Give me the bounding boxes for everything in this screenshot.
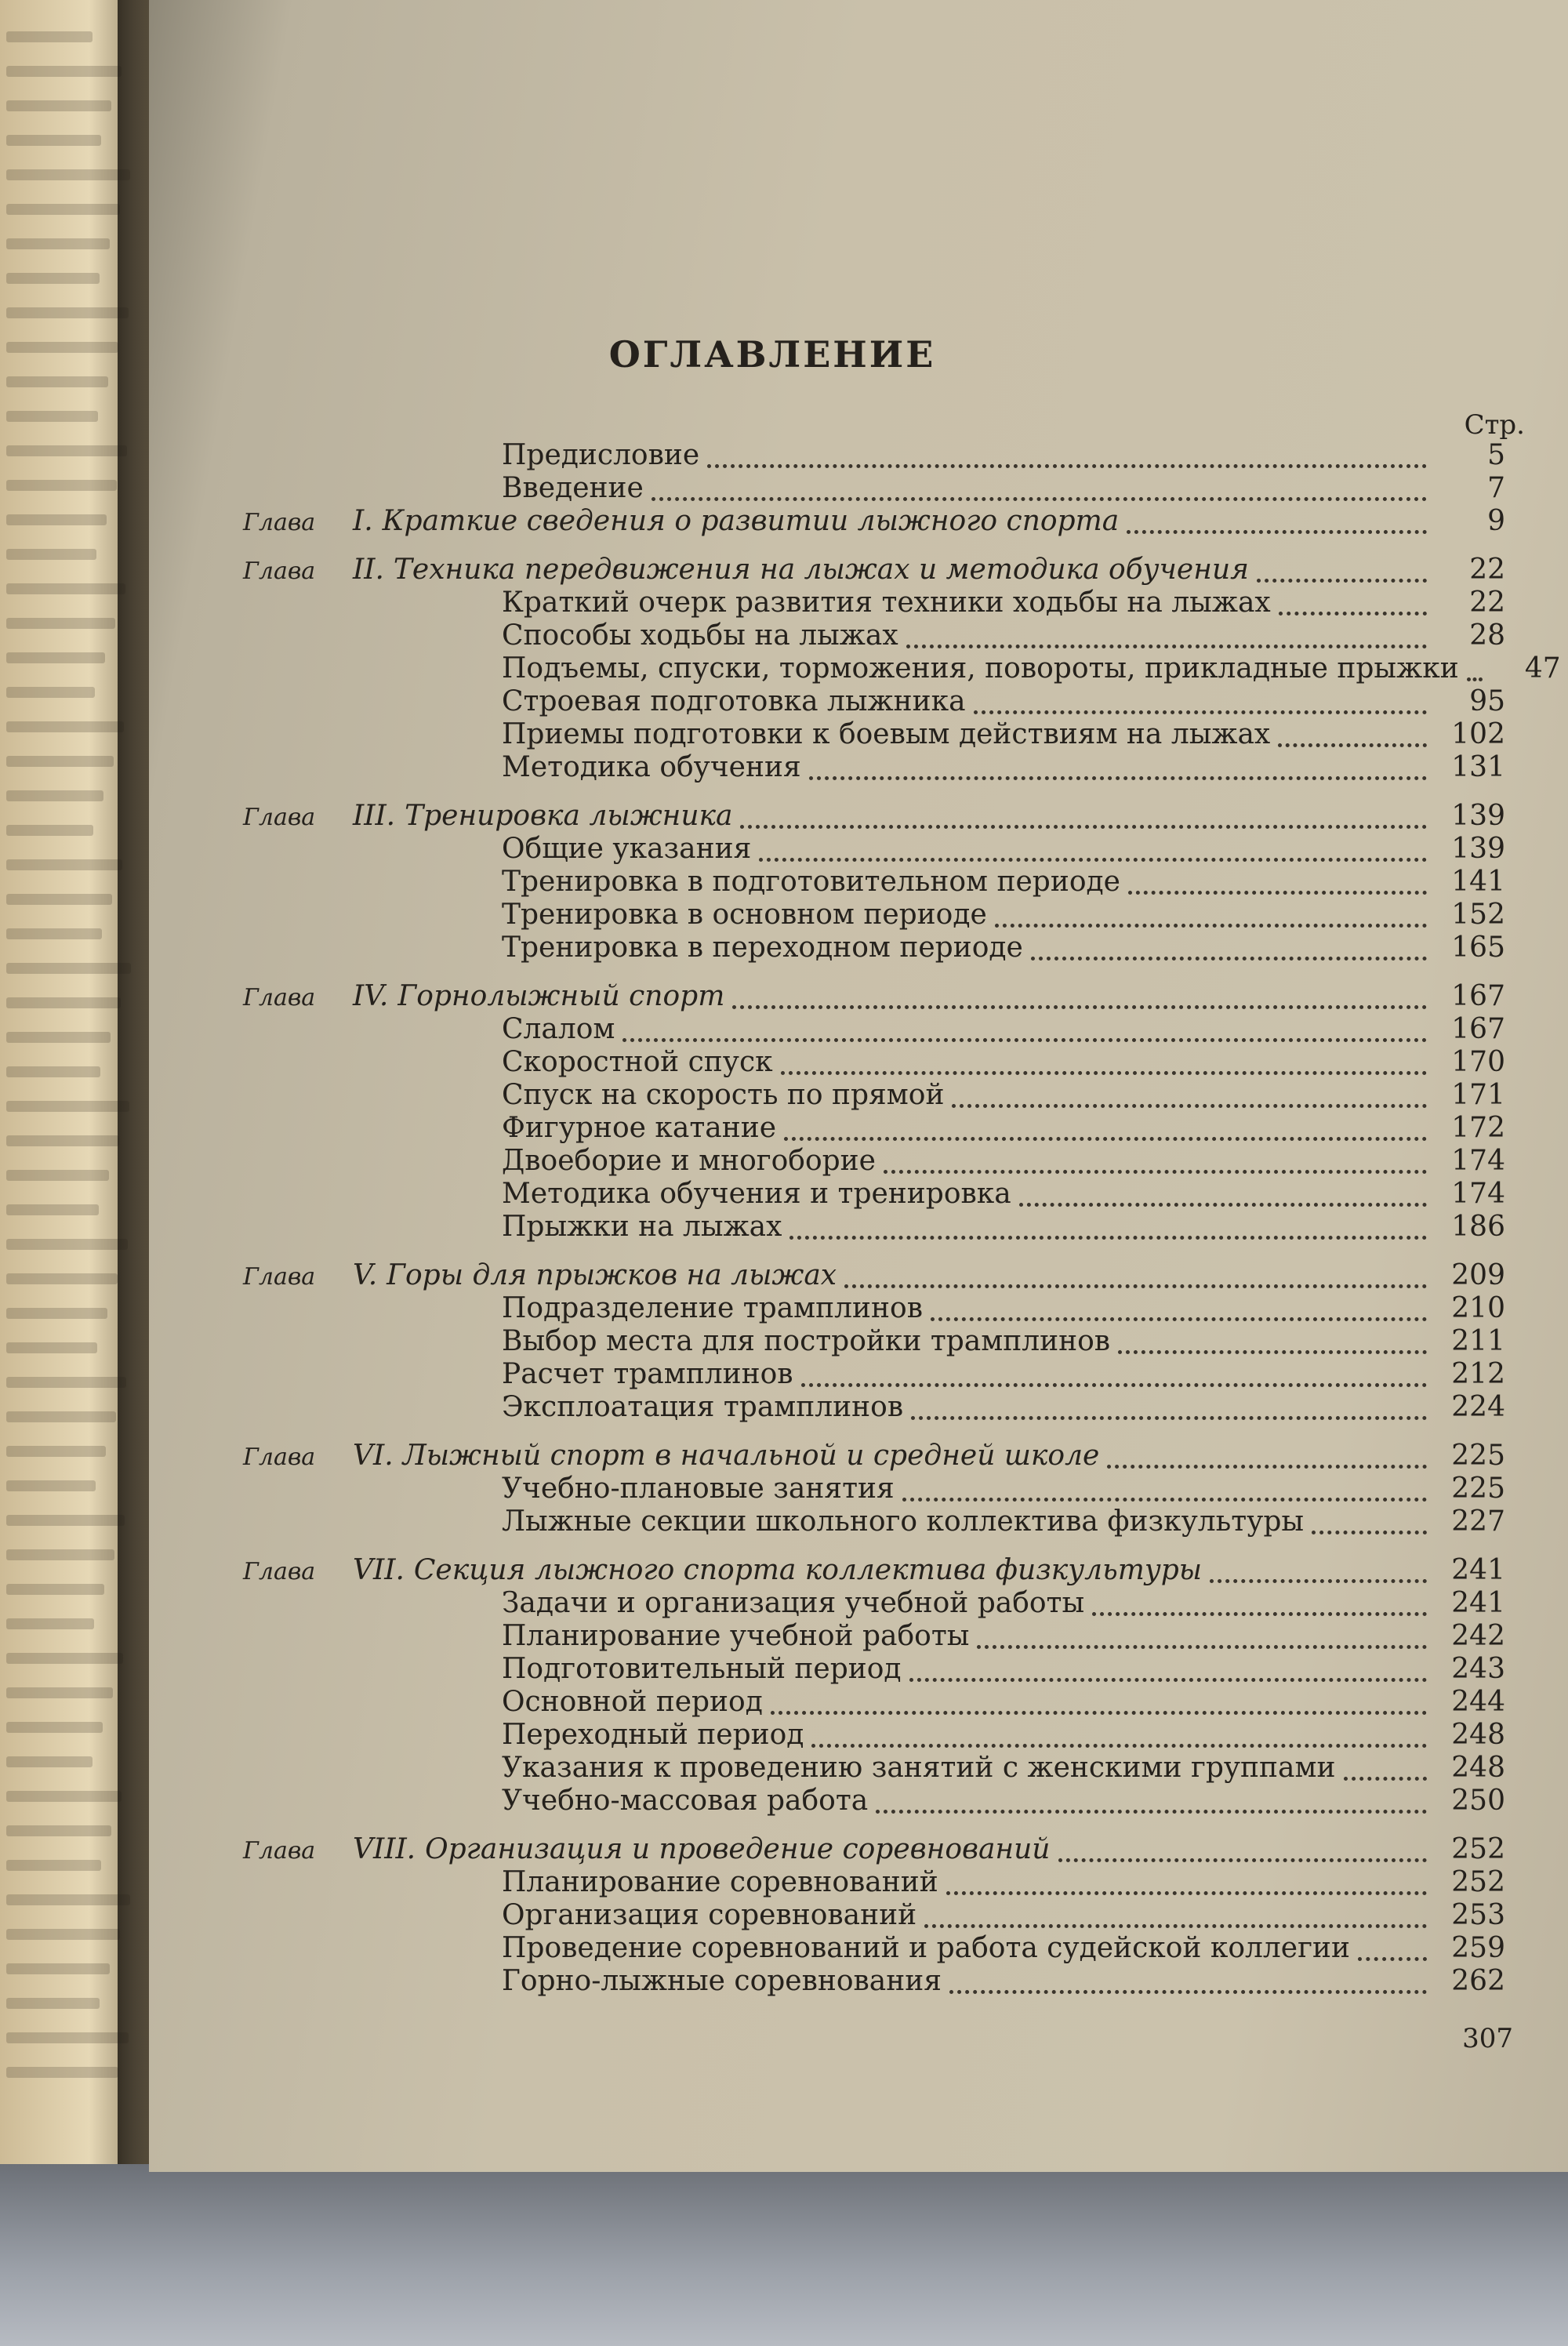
toc-page-number: 172 xyxy=(1451,1112,1505,1144)
page-title: ОГЛАВЛЕНИЕ xyxy=(608,333,936,376)
facing-page-text-line xyxy=(6,135,101,146)
toc-page-number: 224 xyxy=(1451,1391,1505,1423)
toc-entry-row xyxy=(243,1473,1505,1505)
dot-leader xyxy=(1210,1571,1427,1583)
toc-entry-title: Строевая подготовка лыжника xyxy=(502,685,966,717)
toc-page-number: 170 xyxy=(1451,1046,1505,1078)
toc-page-number: 210 xyxy=(1451,1292,1505,1324)
chapter-number: VIII. xyxy=(353,1833,416,1865)
facing-page-text-line xyxy=(6,204,120,215)
toc-entry-title: Предисловие xyxy=(502,439,700,471)
dot-leader xyxy=(784,1129,1427,1141)
dot-leader xyxy=(924,1916,1427,1928)
dot-leader xyxy=(1358,1949,1427,1961)
toc-page-number: 211 xyxy=(1451,1325,1505,1357)
chapter-number: III. xyxy=(353,800,396,832)
dot-leader xyxy=(1344,1769,1428,1781)
chapter-number: II. xyxy=(353,554,384,586)
toc-entry-title: Планирование соревнований xyxy=(502,1866,938,1898)
toc-entry-row xyxy=(243,685,1505,718)
toc-entry-row xyxy=(243,1932,1505,1965)
facing-page-text-line xyxy=(6,1170,109,1181)
toc-entry-title: Эксплоатация трамплинов xyxy=(502,1391,904,1423)
toc-entry-title: Подъемы, спуски, торможения, повороты, прикладные прыжки xyxy=(502,652,1459,685)
facing-page-text-line xyxy=(6,411,98,422)
toc-entry-title: Учебно-плановые занятия xyxy=(502,1473,895,1505)
dot-leader xyxy=(1118,1342,1427,1354)
toc-entry-title: Горы для прыжков на лыжах xyxy=(387,1259,837,1291)
toc-page-number: 209 xyxy=(1451,1259,1505,1291)
facing-page-text-line xyxy=(6,1549,114,1560)
dot-leader xyxy=(789,1228,1427,1240)
facing-page-text-line xyxy=(6,721,124,732)
toc-entry-title: Тренировка лыжника xyxy=(405,800,733,832)
facing-page-text-line xyxy=(6,1756,93,1767)
toc-entry-title: Горнолыжный спорт xyxy=(397,980,725,1012)
toc-entry-row xyxy=(243,472,1505,505)
toc-entry-row xyxy=(243,619,1505,652)
toc-page-number: 171 xyxy=(1451,1079,1505,1111)
facing-page-text-line xyxy=(6,1894,130,1905)
toc-page-number: 7 xyxy=(1487,472,1505,504)
facing-page-text-line xyxy=(6,2032,129,2043)
facing-page-text-line xyxy=(6,1722,103,1733)
toc-entry-row xyxy=(243,652,1561,685)
toc-page-number: 250 xyxy=(1451,1785,1505,1817)
toc-page-number: 212 xyxy=(1451,1358,1505,1390)
facing-page-text-line xyxy=(6,514,107,525)
toc-chapter-row xyxy=(243,1440,1505,1473)
toc-chapter-row xyxy=(243,1833,1505,1866)
toc-page-number: 227 xyxy=(1451,1505,1505,1538)
toc-entry-title: Слалом xyxy=(502,1013,615,1045)
facing-page-text-line xyxy=(6,1032,111,1043)
toc-entry-row xyxy=(243,1620,1505,1653)
dot-leader xyxy=(946,1883,1427,1895)
toc-entry-title: Техника передвижения на лыжах и методика обучения xyxy=(393,554,1249,586)
toc-entry-title: Скоростной спуск xyxy=(502,1046,773,1078)
dot-leader xyxy=(740,817,1427,829)
toc-entry-row xyxy=(243,1587,1505,1620)
facing-page-text-line xyxy=(6,238,110,249)
toc-entry-title: Краткие сведения о развитии лыжного спорта xyxy=(382,505,1120,537)
facing-page-text-line xyxy=(6,1584,104,1595)
facing-page-text-line xyxy=(6,1135,119,1146)
toc-page-number: 28 xyxy=(1469,619,1505,652)
facing-page-text-line xyxy=(6,100,111,111)
toc-entry-row xyxy=(243,1505,1505,1538)
chapter-number: I. xyxy=(353,505,373,537)
chapter-label: Глава xyxy=(243,1444,316,1471)
table-of-contents xyxy=(243,439,1561,1998)
toc-page-number: 174 xyxy=(1451,1145,1505,1177)
dot-leader xyxy=(911,1408,1427,1420)
toc-entry-row xyxy=(243,1653,1505,1686)
toc-entry-title: Подразделение трамплинов xyxy=(502,1292,923,1324)
toc-entry-title: Приемы подготовки к боевым действиям на лыжах xyxy=(502,718,1271,750)
toc-entry-row xyxy=(243,1079,1505,1112)
dot-leader xyxy=(909,1670,1427,1682)
dot-leader xyxy=(1257,571,1427,583)
dot-leader xyxy=(1019,1195,1427,1207)
toc-entry-row xyxy=(243,1013,1505,1046)
toc-page-number: 241 xyxy=(1451,1587,1505,1619)
facing-page-text-line xyxy=(6,273,100,284)
toc-entry-row xyxy=(243,1965,1505,1998)
toc-entry-title: Секция лыжного спорта коллектива физкультуры xyxy=(413,1554,1203,1586)
toc-entry-title: Лыжный спорт в начальной и средней школе xyxy=(402,1440,1100,1472)
toc-entry-title: Тренировка в основном периоде xyxy=(502,899,987,931)
facing-page-text-line xyxy=(6,1446,106,1457)
page-column-label: Стр. xyxy=(1464,409,1525,441)
toc-page-number: 186 xyxy=(1451,1211,1505,1243)
chapter-label: Глава xyxy=(243,1558,316,1585)
facing-page-text-line xyxy=(6,928,102,939)
dot-leader xyxy=(781,1063,1427,1075)
facing-page-text-line xyxy=(6,825,93,836)
toc-entry-row xyxy=(243,751,1505,784)
toc-entry-row xyxy=(243,1785,1505,1818)
toc-entry-title: Выбор места для постройки трамплинов xyxy=(502,1325,1111,1357)
facing-page-text-line xyxy=(6,618,115,629)
facing-page-text-line xyxy=(6,307,129,318)
toc-entry-title: Способы ходьбы на лыжах xyxy=(502,619,898,652)
toc-page-number: 22 xyxy=(1469,554,1505,586)
dot-leader xyxy=(1107,1457,1427,1469)
toc-chapter-row xyxy=(243,980,1505,1013)
chapter-number: VI. xyxy=(353,1440,394,1472)
toc-page-number: 167 xyxy=(1451,980,1505,1012)
toc-entry-row xyxy=(243,1112,1505,1145)
toc-page-number: 95 xyxy=(1469,685,1505,717)
toc-page-number: 5 xyxy=(1487,439,1505,471)
toc-page-number: 252 xyxy=(1451,1833,1505,1865)
dot-leader xyxy=(844,1276,1427,1288)
toc-page-number: 167 xyxy=(1451,1013,1505,1045)
dot-leader xyxy=(876,1802,1427,1814)
toc-entry-title: Фигурное катание xyxy=(502,1112,777,1144)
toc-entry-title: Проведение соревнований и работа судейской коллегии xyxy=(502,1932,1350,1964)
toc-entry-row xyxy=(243,1752,1505,1785)
toc-page-number: 152 xyxy=(1451,899,1505,931)
toc-entry-title: Двоеборие и многоборие xyxy=(502,1145,876,1177)
toc-page-number: 141 xyxy=(1451,866,1505,898)
toc-entry-row xyxy=(243,718,1505,751)
toc-entry-title: Тренировка в переходном периоде xyxy=(502,932,1023,964)
toc-page-number: 225 xyxy=(1451,1473,1505,1505)
toc-page-number: 139 xyxy=(1451,833,1505,865)
facing-page-text-line xyxy=(6,1791,122,1802)
toc-entry-title: Лыжные секции школьного коллектива физкультуры xyxy=(502,1505,1305,1538)
toc-chapter-row xyxy=(243,1259,1505,1292)
toc-page-number: 243 xyxy=(1451,1653,1505,1685)
toc-chapter-row xyxy=(243,800,1505,833)
facing-page-text-line xyxy=(6,1929,120,1940)
facing-page-text-line xyxy=(6,894,112,905)
toc-entry-row xyxy=(243,1145,1505,1178)
toc-entry-title: Учебно-массовая работа xyxy=(502,1785,869,1817)
facing-page-text-line xyxy=(6,1204,99,1215)
toc-entry-title: Методика обучения и тренировка xyxy=(502,1178,1011,1210)
dot-leader xyxy=(811,1736,1427,1748)
toc-entry-title: Введение xyxy=(502,472,644,504)
toc-page-number: 139 xyxy=(1451,800,1505,832)
dot-leader xyxy=(809,768,1427,780)
chapter-label: Глава xyxy=(243,984,316,1011)
chapter-label: Глава xyxy=(243,557,316,585)
dot-leader xyxy=(1092,1604,1427,1616)
toc-entry-row xyxy=(243,1358,1505,1391)
dot-leader xyxy=(1127,522,1427,534)
toc-entry-row xyxy=(243,1046,1505,1079)
dot-leader xyxy=(801,1375,1427,1387)
chapter-label: Глава xyxy=(243,804,316,831)
toc-chapter-row xyxy=(243,505,1505,538)
toc-entry-title: Горно-лыжные соревнования xyxy=(502,1965,942,1997)
toc-page-number: 259 xyxy=(1451,1932,1505,1964)
facing-page-text-line xyxy=(6,66,122,77)
toc-entry-row xyxy=(243,1211,1505,1244)
dot-leader xyxy=(1312,1523,1427,1534)
toc-page-number: 22 xyxy=(1469,586,1505,619)
facing-page-text-line xyxy=(6,549,96,560)
facing-page-text-line xyxy=(6,1342,97,1353)
facing-page-text-line xyxy=(6,1273,118,1284)
toc-entry-title: Указания к проведению занятий с женскими группами xyxy=(502,1752,1336,1784)
toc-page-number: 262 xyxy=(1451,1965,1505,1997)
toc-entry-title: Задачи и организация учебной работы xyxy=(502,1587,1085,1619)
toc-page-number: 248 xyxy=(1451,1719,1505,1751)
facing-page-text-line xyxy=(6,1825,111,1836)
toc-entry-title: Общие указания xyxy=(502,833,752,865)
toc-page-number: 248 xyxy=(1451,1752,1505,1784)
toc-entry-title: Основной период xyxy=(502,1686,763,1718)
facing-page-text-line xyxy=(6,1066,100,1077)
chapter-number: V. xyxy=(353,1259,378,1291)
toc-entry-row xyxy=(243,586,1505,619)
facing-page-text-line xyxy=(6,1687,113,1698)
facing-page-text-line xyxy=(6,169,130,180)
toc-page-number: 131 xyxy=(1451,751,1505,783)
facing-page-text-line xyxy=(6,1998,100,2009)
dot-leader xyxy=(977,1637,1427,1649)
toc-entry-title: Планирование учебной работы xyxy=(502,1620,970,1652)
facing-page-text-line xyxy=(6,1101,129,1112)
toc-chapter-row xyxy=(243,554,1505,586)
facing-page-text-line xyxy=(6,1411,116,1422)
facing-page-text-line xyxy=(6,963,131,974)
facing-page-text-line xyxy=(6,1860,101,1871)
facing-page-text-line xyxy=(6,859,122,870)
dot-leader xyxy=(974,703,1427,714)
facing-page-text-line xyxy=(6,1618,94,1629)
chapter-label: Глава xyxy=(243,1837,316,1865)
toc-entry-row xyxy=(243,1866,1505,1899)
dot-leader xyxy=(1279,604,1427,616)
dot-leader xyxy=(1278,735,1427,747)
toc-page-number: 244 xyxy=(1451,1686,1505,1718)
facing-page-text-line xyxy=(6,687,95,698)
toc-entry-title: Прыжки на лыжах xyxy=(502,1211,782,1243)
toc-page-number: 165 xyxy=(1451,932,1505,964)
facing-page-text-line xyxy=(6,1653,123,1664)
toc-entry-title: Переходный период xyxy=(502,1719,804,1751)
chapter-label: Глава xyxy=(243,509,316,536)
toc-chapter-row xyxy=(243,1554,1505,1587)
facing-page-text-line xyxy=(6,31,93,42)
toc-entry-row xyxy=(243,833,1505,866)
toc-entry-title: Методика обучения xyxy=(502,751,801,783)
toc-page-number: 225 xyxy=(1451,1440,1505,1472)
facing-page-text-line xyxy=(6,1239,128,1250)
facing-page-text-line xyxy=(6,376,108,387)
chapter-label: Глава xyxy=(243,1263,316,1291)
toc-entry-row xyxy=(243,1686,1505,1719)
facing-page-text-line xyxy=(6,1963,110,1974)
dot-leader xyxy=(906,637,1427,648)
dot-leader xyxy=(1467,670,1483,681)
toc-entry-row xyxy=(243,1292,1505,1325)
toc-entry-title: Тренировка в подготовительном периоде xyxy=(502,866,1120,898)
dot-leader xyxy=(949,1982,1427,1994)
page-number: 307 xyxy=(1462,2023,1513,2054)
toc-page-number: 252 xyxy=(1451,1866,1505,1898)
background-surface xyxy=(0,2164,1568,2346)
toc-page-number: 253 xyxy=(1451,1899,1505,1931)
dot-leader xyxy=(1031,949,1427,961)
dot-leader xyxy=(931,1309,1427,1321)
facing-page-text-line xyxy=(6,2067,118,2078)
toc-entry-title: Подготовительный период xyxy=(502,1653,902,1685)
dot-leader xyxy=(1128,883,1427,895)
facing-page-text-line xyxy=(6,445,127,456)
facing-page-text-line xyxy=(6,1515,125,1526)
facing-page-text-line xyxy=(6,756,114,767)
toc-page-number: 242 xyxy=(1451,1620,1505,1652)
facing-page-text-line xyxy=(6,997,121,1008)
toc-entry-title: Организация и проведение соревнований xyxy=(425,1833,1051,1865)
toc-entry-row xyxy=(243,932,1505,964)
toc-entry-row xyxy=(243,1719,1505,1752)
facing-page-text-line xyxy=(6,1480,96,1491)
toc-entry-title: Расчет трамплинов xyxy=(502,1358,793,1390)
chapter-number: VII. xyxy=(353,1554,405,1586)
toc-page-number: 9 xyxy=(1487,505,1505,537)
facing-page-text-line xyxy=(6,480,117,491)
toc-page-number: 241 xyxy=(1451,1554,1505,1586)
toc-entry-row xyxy=(243,866,1505,899)
toc-page-number: 174 xyxy=(1451,1178,1505,1210)
toc-entry-title: Спуск на скорость по прямой xyxy=(502,1079,945,1111)
dot-leader xyxy=(622,1030,1427,1042)
dot-leader xyxy=(952,1096,1427,1108)
dot-leader xyxy=(652,489,1427,501)
toc-entry-row xyxy=(243,899,1505,932)
facing-page-text-line xyxy=(6,1308,107,1319)
dot-leader xyxy=(884,1162,1427,1174)
dot-leader xyxy=(771,1703,1427,1715)
toc-entry-title: Организация соревнований xyxy=(502,1899,917,1931)
toc-entry-row xyxy=(243,439,1505,472)
chapter-number: IV. xyxy=(353,980,389,1012)
dot-leader xyxy=(1058,1850,1428,1862)
toc-page-number: 102 xyxy=(1451,718,1505,750)
dot-leader xyxy=(902,1490,1427,1502)
dot-leader xyxy=(759,850,1427,862)
toc-entry-row xyxy=(243,1899,1505,1932)
dot-leader xyxy=(995,916,1427,928)
toc-entry-row xyxy=(243,1325,1505,1358)
dot-leader xyxy=(732,997,1427,1009)
facing-page-text-line xyxy=(6,652,105,663)
book-page xyxy=(149,0,1568,2172)
toc-page-number: 47 xyxy=(1524,652,1561,685)
facing-page-text-line xyxy=(6,1377,126,1388)
toc-entry-row xyxy=(243,1391,1505,1424)
facing-page-text-line xyxy=(6,790,103,801)
toc-entry-title: Краткий очерк развития техники ходьбы на лыжах xyxy=(502,586,1271,619)
dot-leader xyxy=(707,456,1427,468)
toc-entry-row xyxy=(243,1178,1505,1211)
facing-page-text-line xyxy=(6,583,125,594)
